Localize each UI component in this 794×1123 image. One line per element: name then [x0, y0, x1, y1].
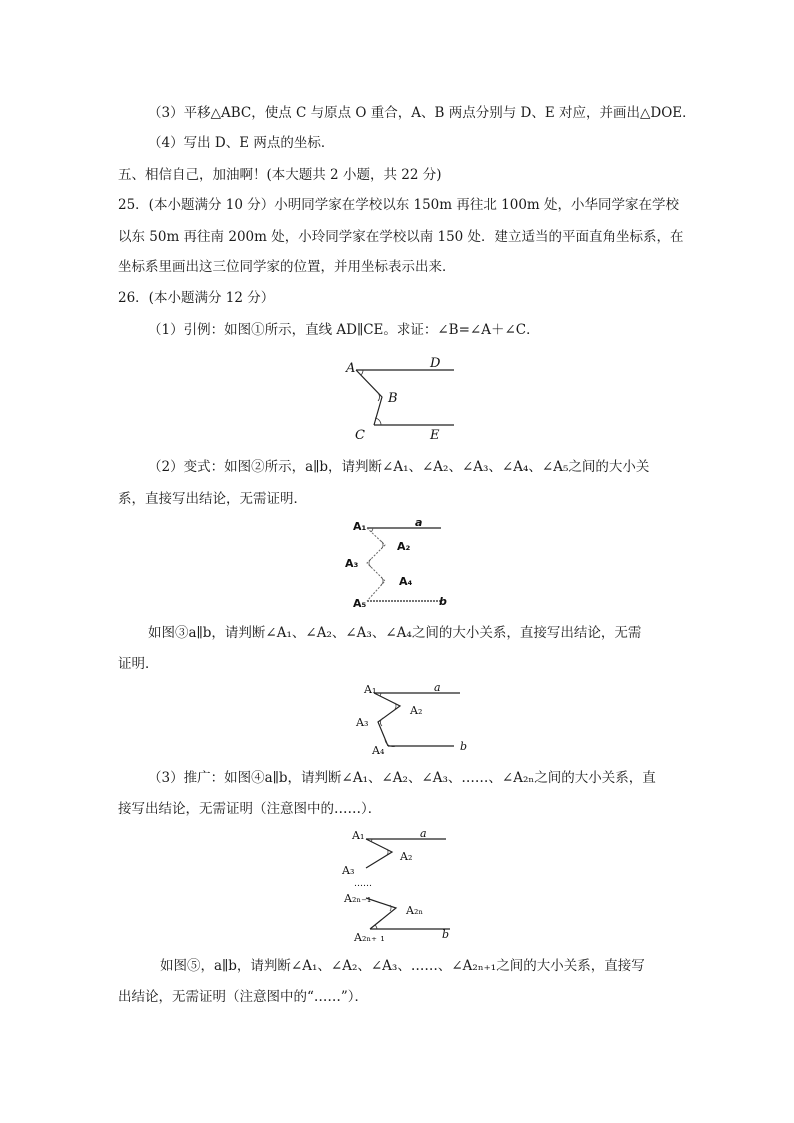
fig4-label-b: b — [442, 928, 450, 941]
q26-fig5-line1: 如图⑤，a∥b，请判断∠A₁、∠A₂、∠A₃、……、∠A₂ₙ₊₁之间的大小关系，直接写 — [160, 958, 645, 974]
fig1-label-a: A — [346, 361, 356, 376]
q26-fig5-line2: 出结论，无需证明（注意图中的“……”）． — [118, 989, 369, 1005]
fig4-label-a2n1: A₂ₙ₊ ₁ — [354, 931, 385, 944]
figure-4 — [340, 826, 460, 944]
figure-3 — [352, 680, 472, 760]
figure-2 — [345, 515, 455, 613]
q25-line2: 以东 50m 再往南 200m 处，小玲同学家在学校以南 150 处．建立适当的平面直角坐标系，在 — [118, 229, 684, 245]
fig3-label-a1: A₁ — [364, 683, 377, 696]
fig3-label-a2: A₂ — [410, 704, 423, 717]
q26-header: 26．(本小题满分 12 分） — [118, 290, 275, 306]
fig2-label-b: b — [439, 595, 447, 608]
fig1-label-b: B — [388, 391, 398, 406]
fig4-label-a: a — [420, 827, 427, 840]
fig1-label-d: D — [430, 356, 441, 371]
q26-fig3-line1: 如图③a∥b，请判断∠A₁、∠A₂、∠A₃、∠A₄之间的大小关系，直接写出结论，无需 — [148, 625, 642, 641]
fig1-label-e: E — [430, 428, 440, 443]
q24-part4: （4）写出 D、E 两点的坐标． — [148, 135, 335, 151]
fig4-label-a1: A₁ — [352, 829, 365, 842]
fig2-label-a: a — [415, 516, 423, 529]
fig3-label-a4: A₄ — [372, 744, 385, 757]
fig2-label-a2: A₂ — [397, 540, 411, 553]
q26-part2-line1: （2）变式：如图②所示，a∥b，请判断∠A₁、∠A₂、∠A₃、∠A₄、∠A₅之间的大小关 — [148, 459, 650, 475]
q24-part3: （3）平移△ABC，使点 C 与原点 O 重合，A、B 两点分别与 D、E 对应，并画出△DOE． — [148, 105, 696, 121]
q26-part2-line2: 系，直接写出结论，无需证明． — [118, 491, 307, 507]
fig4-label-a2: A₂ — [400, 850, 413, 863]
q26-part1: （1）引例：如图①所示，直线 AD∥CE。求证：∠B=∠A＋∠C． — [148, 322, 540, 338]
q26-part3-line2: 接写出结论，无需证明（注意图中的……）． — [118, 801, 382, 817]
q25-line1: 25．(本小题满分 10 分）小明同学家在学校以东 150m 再往北 100m 处，小华同学家在学校 — [118, 197, 680, 213]
fig1-label-c: C — [355, 428, 365, 443]
fig2-label-a3: A₃ — [345, 557, 359, 570]
q26-fig3-line2: 证明． — [118, 656, 159, 672]
fig4-label-a2n: A₂ₙ — [406, 904, 424, 917]
fig4-label-a3: A₃ — [342, 864, 355, 877]
fig3-label-b: b — [460, 740, 468, 753]
fig2-label-a5: A₅ — [353, 597, 367, 610]
q26-part3-line1: （3）推广：如图④a∥b，请判断∠A₁、∠A₂、∠A₃、……、∠A₂ₙ之间的大小关系，直 — [148, 770, 656, 786]
fig2-label-a1: A₁ — [353, 520, 367, 533]
fig4-dots: …… — [354, 879, 372, 889]
fig2-label-a4: A₄ — [399, 575, 413, 588]
q25-line3: 坐标系里画出这三位同学家的位置，并用坐标表示出来． — [118, 259, 456, 275]
fig3-label-a: a — [434, 681, 441, 694]
fig3-label-a3: A₃ — [356, 716, 369, 729]
fig4-label-a2n-1: A₂ₙ₋₁ — [344, 892, 372, 905]
figure-1 — [330, 355, 460, 445]
section-heading: 五、相信自己，加油啊！(本大题共 2 小题，共 22 分) — [118, 167, 442, 183]
